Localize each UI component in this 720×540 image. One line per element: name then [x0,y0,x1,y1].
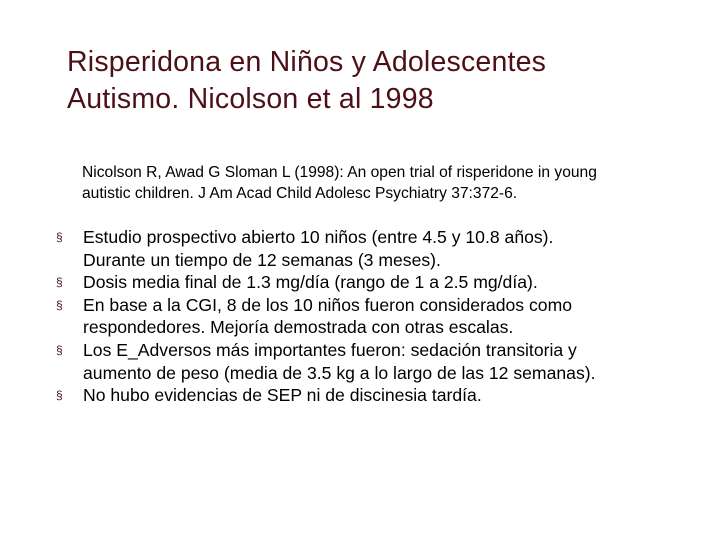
bullet-text-line: Dosis media final de 1.3 mg/día (rango de 1 a 2.5 mg/día). [83,272,538,293]
bullet-text-line: En base a la CGI, 8 de los 10 niños fueron considerados como [83,294,573,315]
bullet-icon: § [56,388,63,403]
slide-title [67,44,687,118]
reference-line-1: Nicolson R, Awad G Sloman L (1998): An open trial of risperidone in young [82,164,597,181]
bullet-text-line: Los E_Adversos más importantes fueron: sedación transitoria y [83,339,577,360]
bullet-item-dosage [56,271,706,294]
slide-title-line-2: Autismo. Nicolson et al 1998 [67,83,434,115]
bullet-text-line: Durante un tiempo de 12 semanas (3 meses). [83,249,441,270]
bullet-item-study-design [56,226,706,271]
bullet-text-line: respondedores. Mejoría demostrada con otras escalas. [83,317,514,338]
bullet-icon: § [56,297,63,312]
bullet-item-adverse-effects [56,339,706,384]
bullet-icon: § [56,230,63,244]
bullet-icon: § [56,275,63,290]
bullet-item-no-sep [56,384,706,407]
bullet-list [56,226,706,407]
bullet-item-cgi-response [56,294,706,339]
bullet-text-line: No hubo evidencias de SEP ni de discinesia tardía. [83,385,482,406]
bullet-text-line: Estudio prospectivo abierto 10 niños (entre 4.5 y 10.8 años). [83,227,554,247]
reference-citation [82,162,712,204]
slide-title-line-1: Risperidona en Niños y Adolescentes [67,46,547,78]
reference-line-2: autistic children. J Am Acad Child Adolesc Psychiatry 37:372-6. [82,185,518,202]
bullet-icon: § [56,342,63,357]
bullet-text-line: aumento de peso (media de 3.5 kg a lo largo de las 12 semanas). [83,362,596,383]
